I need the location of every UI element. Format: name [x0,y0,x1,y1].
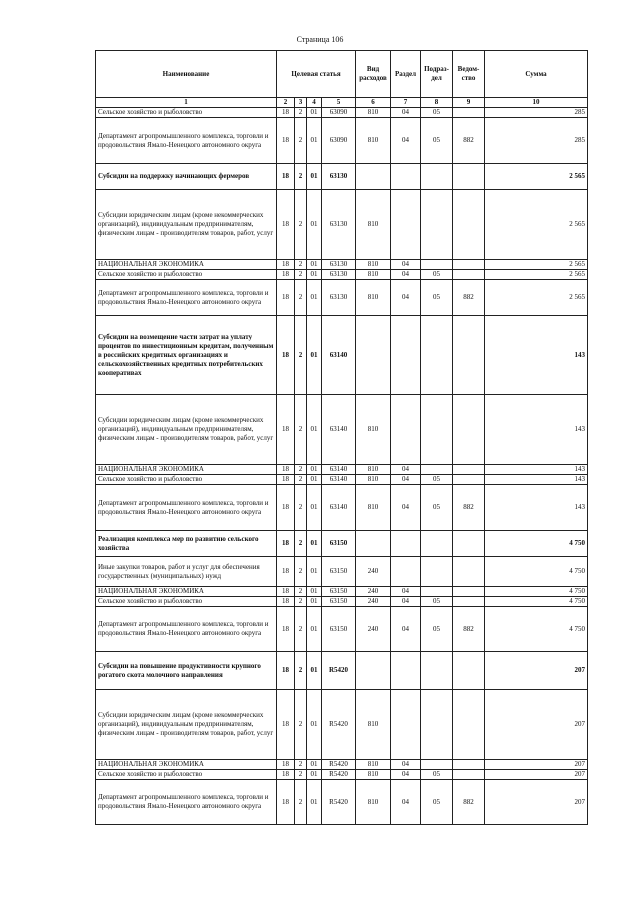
department-cell: 882 [453,780,485,825]
department-cell [453,652,485,690]
column-number: 4 [307,98,322,108]
target-code-4: 63130 [322,164,356,190]
department-cell: 882 [453,118,485,164]
expense-type-cell: 810 [356,118,391,164]
target-code-1: 18 [277,316,295,395]
target-code-2: 2 [295,690,307,760]
row-name: Сельское хозяйство и рыболовство [96,270,277,280]
expense-type-cell: 240 [356,587,391,597]
section-cell: 04 [391,760,421,770]
section-cell: 04 [391,607,421,652]
column-number: 10 [485,98,588,108]
row-name: Департамент агропромышленного комплекса, торговли и продовольствия Ямало-Ненецкого автономного округа [96,607,277,652]
table-row [96,465,588,475]
table-row [96,587,588,597]
subsection-cell [421,465,453,475]
target-code-2: 2 [295,607,307,652]
target-code-4: R5420 [322,780,356,825]
header-department: Ведом-ство [453,51,485,98]
expense-type-cell: 810 [356,108,391,118]
page-number: Страница 106 [296,35,344,44]
table-row [96,260,588,270]
subsection-cell [421,557,453,587]
target-code-2: 2 [295,465,307,475]
department-cell [453,190,485,260]
row-name: Субсидии на возмещение части затрат на уплату процентов по инвестиционным кредитам, полученным в российских кредитных организациях и сельскохозяйственных кредитных потребительских кооперативах [96,316,277,395]
subsection-cell: 05 [421,280,453,316]
department-cell [453,597,485,607]
row-name: Реализация комплекса мер по развитию сельского хозяйства [96,531,277,557]
sum-cell: 207 [485,780,588,825]
target-code-1: 18 [277,270,295,280]
target-code-2: 2 [295,270,307,280]
section-cell [391,190,421,260]
target-code-3: 01 [307,316,322,395]
target-code-4: 63150 [322,557,356,587]
target-code-1: 18 [277,395,295,465]
column-number: 2 [277,98,295,108]
target-code-4: 63130 [322,280,356,316]
subsection-cell [421,760,453,770]
target-code-1: 18 [277,280,295,316]
sum-cell: 207 [485,770,588,780]
target-code-3: 01 [307,607,322,652]
table-row [96,190,588,260]
section-cell: 04 [391,108,421,118]
table-row [96,557,588,587]
section-cell: 04 [391,770,421,780]
target-code-1: 18 [277,597,295,607]
table-header [96,51,588,108]
target-code-1: 18 [277,190,295,260]
target-code-1: 18 [277,690,295,760]
table-row [96,690,588,760]
target-code-3: 01 [307,190,322,260]
target-code-3: 01 [307,770,322,780]
department-cell: 882 [453,280,485,316]
department-cell [453,690,485,760]
section-cell [391,652,421,690]
expense-type-cell: 810 [356,780,391,825]
row-name: Департамент агропромышленного комплекса, торговли и продовольствия Ямало-Ненецкого автономного округа [96,280,277,316]
row-name: НАЦИОНАЛЬНАЯ ЭКОНОМИКА [96,587,277,597]
subsection-cell [421,260,453,270]
sum-cell: 143 [485,475,588,485]
column-number: 1 [96,98,277,108]
section-cell: 04 [391,780,421,825]
expense-type-cell: 810 [356,395,391,465]
subsection-cell: 05 [421,485,453,531]
section-cell: 04 [391,597,421,607]
expense-type-cell: 810 [356,475,391,485]
table-row [96,652,588,690]
target-code-2: 2 [295,760,307,770]
subsection-cell: 05 [421,607,453,652]
section-cell [391,531,421,557]
table-row [96,597,588,607]
target-code-2: 2 [295,118,307,164]
sum-cell: 207 [485,760,588,770]
table-row [96,164,588,190]
target-code-4: 63150 [322,531,356,557]
expense-type-cell: 810 [356,760,391,770]
target-code-4: 63090 [322,108,356,118]
subsection-cell: 05 [421,597,453,607]
subsection-cell: 05 [421,108,453,118]
target-code-4: R5420 [322,690,356,760]
column-number: 5 [322,98,356,108]
department-cell [453,465,485,475]
row-name: Иные закупки товаров, работ и услуг для обеспечения государственных (муниципальных) нужд [96,557,277,587]
target-code-4: 63140 [322,485,356,531]
header-subsection: Подраз-дел [421,51,453,98]
row-name: Субсидии юридическим лицам (кроме некоммерческих организаций), индивидуальным предпринимателям, физическим лицам - производителям товаров, работ, услуг [96,690,277,760]
row-name: Сельское хозяйство и рыболовство [96,597,277,607]
subsection-cell: 05 [421,475,453,485]
department-cell [453,475,485,485]
sum-cell: 2 565 [485,164,588,190]
row-name: НАЦИОНАЛЬНАЯ ЭКОНОМИКА [96,260,277,270]
target-code-1: 18 [277,475,295,485]
row-name: Департамент агропромышленного комплекса, торговли и продовольствия Ямало-Ненецкого автономного округа [96,118,277,164]
expense-type-cell: 240 [356,607,391,652]
target-code-3: 01 [307,475,322,485]
section-cell [391,164,421,190]
target-code-4: 63130 [322,260,356,270]
row-name: Сельское хозяйство и рыболовство [96,108,277,118]
target-code-1: 18 [277,531,295,557]
section-cell: 04 [391,465,421,475]
department-cell: 882 [453,607,485,652]
subsection-cell: 05 [421,118,453,164]
row-name: Департамент агропромышленного комплекса, торговли и продовольствия Ямало-Ненецкого автономного округа [96,780,277,825]
target-code-4: 63140 [322,465,356,475]
target-code-2: 2 [295,108,307,118]
target-code-4: 63150 [322,587,356,597]
row-name: НАЦИОНАЛЬНАЯ ЭКОНОМИКА [96,465,277,475]
target-code-2: 2 [295,652,307,690]
section-cell [391,316,421,395]
section-cell: 04 [391,485,421,531]
target-code-3: 01 [307,270,322,280]
target-code-3: 01 [307,780,322,825]
expense-type-cell: 810 [356,260,391,270]
target-code-4: 63140 [322,316,356,395]
target-code-4: 63140 [322,475,356,485]
expense-type-cell: 810 [356,190,391,260]
table-row [96,316,588,395]
row-name: Субсидии на повышение продуктивности крупного рогатого скота молочного направления [96,652,277,690]
column-number: 7 [391,98,421,108]
header-name: Наименование [96,51,277,98]
department-cell: 882 [453,485,485,531]
table-body [96,108,588,825]
sum-cell: 4 750 [485,531,588,557]
section-cell: 04 [391,260,421,270]
target-code-3: 01 [307,557,322,587]
sum-cell: 285 [485,108,588,118]
target-code-3: 01 [307,652,322,690]
subsection-cell [421,316,453,395]
target-code-4: 63130 [322,270,356,280]
department-cell [453,164,485,190]
table-row [96,531,588,557]
target-code-3: 01 [307,531,322,557]
expense-type-cell: 810 [356,485,391,531]
section-cell: 04 [391,280,421,316]
target-code-3: 01 [307,118,322,164]
sum-cell: 4 750 [485,607,588,652]
target-code-1: 18 [277,485,295,531]
target-code-2: 2 [295,316,307,395]
target-code-4: 63090 [322,118,356,164]
target-code-2: 2 [295,164,307,190]
target-code-3: 01 [307,587,322,597]
sum-cell: 207 [485,690,588,760]
header-target-article: Целевая статья [277,51,356,98]
section-cell [391,690,421,760]
sum-cell: 4 750 [485,587,588,597]
table-row [96,395,588,465]
header-row [96,51,588,98]
target-code-2: 2 [295,557,307,587]
expense-type-cell [356,164,391,190]
target-code-3: 01 [307,465,322,475]
target-code-4: R5420 [322,770,356,780]
column-number: 8 [421,98,453,108]
target-code-2: 2 [295,587,307,597]
expense-type-cell: 810 [356,770,391,780]
section-cell [391,395,421,465]
sum-cell: 285 [485,118,588,164]
sum-cell: 143 [485,465,588,475]
expense-type-cell: 810 [356,690,391,760]
target-code-3: 01 [307,597,322,607]
expense-type-cell [356,652,391,690]
target-code-4: 63140 [322,395,356,465]
expense-type-cell: 810 [356,465,391,475]
expense-type-cell: 240 [356,557,391,587]
expense-type-cell [356,316,391,395]
column-number: 3 [295,98,307,108]
header-sum: Сумма [485,51,588,98]
sum-cell: 207 [485,652,588,690]
department-cell [453,260,485,270]
expense-type-cell: 810 [356,270,391,280]
subsection-cell [421,395,453,465]
sum-cell: 2 565 [485,190,588,260]
target-code-2: 2 [295,260,307,270]
section-cell: 04 [391,270,421,280]
subsection-cell [421,164,453,190]
table-row [96,770,588,780]
target-code-1: 18 [277,652,295,690]
subsection-cell: 05 [421,780,453,825]
expense-type-cell [356,531,391,557]
row-name: Субсидии юридическим лицам (кроме некоммерческих организаций), индивидуальным предпринимателям, физическим лицам - производителям товаров, работ, услуг [96,395,277,465]
department-cell [453,760,485,770]
target-code-4: 63130 [322,190,356,260]
expense-type-cell: 810 [356,280,391,316]
target-code-3: 01 [307,280,322,316]
sum-cell: 4 750 [485,597,588,607]
row-name: Субсидии на поддержку начинающих фермеров [96,164,277,190]
subsection-cell [421,587,453,597]
header-section: Раздел [391,51,421,98]
table-row [96,270,588,280]
target-code-1: 18 [277,587,295,597]
section-cell: 04 [391,475,421,485]
subsection-cell [421,190,453,260]
target-code-2: 2 [295,597,307,607]
subsection-cell [421,652,453,690]
row-name: НАЦИОНАЛЬНАЯ ЭКОНОМИКА [96,760,277,770]
target-code-3: 01 [307,260,322,270]
sum-cell: 2 565 [485,280,588,316]
section-cell: 04 [391,118,421,164]
target-code-3: 01 [307,485,322,531]
sum-cell: 2 565 [485,270,588,280]
target-code-3: 01 [307,108,322,118]
target-code-2: 2 [295,395,307,465]
table-row [96,780,588,825]
target-code-2: 2 [295,190,307,260]
target-code-2: 2 [295,280,307,316]
target-code-2: 2 [295,531,307,557]
target-code-4: 63150 [322,597,356,607]
sum-cell: 4 750 [485,557,588,587]
target-code-1: 18 [277,118,295,164]
department-cell [453,587,485,597]
department-cell [453,395,485,465]
target-code-2: 2 [295,475,307,485]
target-code-2: 2 [295,770,307,780]
target-code-1: 18 [277,260,295,270]
table-row [96,280,588,316]
target-code-1: 18 [277,770,295,780]
target-code-4: R5420 [322,652,356,690]
header-expense-type: Вид расходов [356,51,391,98]
target-code-2: 2 [295,485,307,531]
row-name: Департамент агропромышленного комплекса, торговли и продовольствия Ямало-Ненецкого автономного округа [96,485,277,531]
department-cell [453,557,485,587]
sum-cell: 143 [485,395,588,465]
table-row [96,485,588,531]
target-code-2: 2 [295,780,307,825]
department-cell [453,316,485,395]
row-name: Субсидии юридическим лицам (кроме некоммерческих организаций), индивидуальным предпринимателям, физическим лицам - производителям товаров, работ, услуг [96,190,277,260]
expense-type-cell: 240 [356,597,391,607]
target-code-1: 18 [277,557,295,587]
column-number: 6 [356,98,391,108]
department-cell [453,531,485,557]
table-row [96,760,588,770]
target-code-1: 18 [277,760,295,770]
target-code-3: 01 [307,395,322,465]
row-name: Сельское хозяйство и рыболовство [96,770,277,780]
table-row [96,475,588,485]
target-code-3: 01 [307,690,322,760]
subsection-cell: 05 [421,270,453,280]
sum-cell: 2 565 [485,260,588,270]
target-code-4: 63150 [322,607,356,652]
target-code-1: 18 [277,108,295,118]
target-code-1: 18 [277,164,295,190]
subsection-cell [421,690,453,760]
row-name: Сельское хозяйство и рыболовство [96,475,277,485]
department-cell [453,770,485,780]
sum-cell: 143 [485,316,588,395]
target-code-1: 18 [277,465,295,475]
target-code-3: 01 [307,760,322,770]
sum-cell: 143 [485,485,588,531]
section-cell: 04 [391,587,421,597]
target-code-1: 18 [277,607,295,652]
target-code-1: 18 [277,780,295,825]
column-number-row [96,98,588,108]
target-code-3: 01 [307,164,322,190]
table-row [96,118,588,164]
table-row [96,607,588,652]
column-number: 9 [453,98,485,108]
department-cell [453,108,485,118]
target-code-4: R5420 [322,760,356,770]
department-cell [453,270,485,280]
subsection-cell: 05 [421,770,453,780]
subsection-cell [421,531,453,557]
section-cell [391,557,421,587]
budget-table [95,50,588,825]
table-row [96,108,588,118]
